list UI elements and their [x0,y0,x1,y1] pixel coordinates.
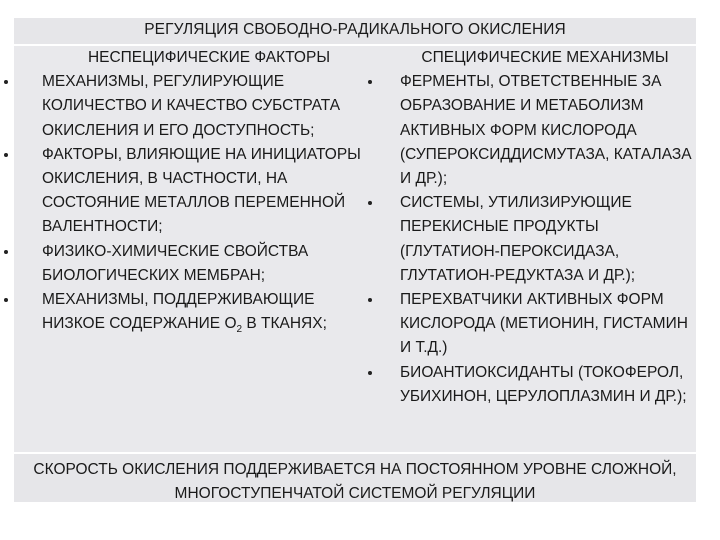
bullet-icon [4,153,8,157]
specific-mechanisms-column [364,46,696,409]
nonspecific-factors-column [14,46,364,343]
footer-row [14,454,696,502]
bullet-icon [4,298,8,302]
list-item [14,143,364,240]
bullet-icon [4,250,8,254]
body-row [14,46,696,452]
list-item [14,70,364,143]
bullet-icon [4,80,8,84]
table-title: РЕГУЛЯЦИЯ СВОБОДНО-РАДИКАЛЬНОГО ОКИСЛЕНИЯ [144,21,566,38]
regulation-table [14,18,696,502]
bullet-icon [368,298,372,302]
list-item [364,288,696,361]
nonspecific-factors-list [14,70,364,342]
list-item-text-end: В ТКАНЯХ; [242,315,327,333]
table-footer: СКОРОСТЬ ОКИСЛЕНИЯ ПОДДЕРЖИВАЕТСЯ НА ПОСТОЯННОМ УРОВНЕ СЛОЖНОЙ, МНОГОСТУПЕНЧАТОЙ СИСТЕМОЙ РЕГУЛЯЦИИ [33,461,677,502]
list-item-text: МЕХАНИЗМЫ, РЕГУЛИРУЮЩИЕ КОЛИЧЕСТВО И КАЧЕСТВО СУБСТРАТА ОКИСЛЕНИЯ И ЕГО ДОСТУПНОСТЬ; [42,73,341,139]
list-item-text: МЕХАНИЗМЫ, ПОДДЕРЖИВАЮЩИЕ НИЗКОЕ СОДЕРЖАНИЕ О [42,291,315,333]
nonspecific-factors-heading: НЕСПЕЦИФИЧЕСКИЕ ФАКТОРЫ [87,49,331,66]
bullet-icon [368,201,372,205]
specific-mechanisms-heading: СПЕЦИФИЧЕСКИЕ МЕХАНИЗМЫ [421,49,669,66]
list-item-text: ПЕРЕХВАТЧИКИ АКТИВНЫХ ФОРМ КИСЛОРОДА (МЕТИОНИН, ГИСТАМИН И Т.Д.) [400,291,688,357]
list-item-text: ФЕРМЕНТЫ, ОТВЕТСТВЕННЫЕ ЗА ОБРАЗОВАНИЕ И МЕТАБОЛИЗМ АКТИВНЫХ ФОРМ КИСЛОРОДА (СУПЕРОКСИДДИСМУТАЗА, КАТАЛАЗА И ДР.); [400,73,692,188]
list-item [364,191,696,288]
bullet-icon [368,371,372,375]
subscript: 2 [236,324,243,336]
bullet-icon [368,80,372,84]
title-row [14,18,696,44]
list-item-text: ФИЗИКО-ХИМИЧЕСКИЕ СВОЙСТВА БИОЛОГИЧЕСКИХ МЕМБРАН; [42,242,309,284]
list-item-text: СИСТЕМЫ, УТИЛИЗИРУЮЩИЕ ПЕРЕКИСНЫЕ ПРОДУКТЫ (ГЛУТАТИОН-ПЕРОКСИДАЗА, ГЛУТАТИОН-РЕДУКТАЗА И ДР.); [400,194,636,284]
list-item [364,361,696,409]
list-item [14,288,364,343]
list-item [14,240,364,288]
list-item-text: ФАКТОРЫ, ВЛИЯЮЩИЕ НА ИНИЦИАТОРЫ ОКИСЛЕНИЯ, В ЧАСТНОСТИ, НА СОСТОЯНИЕ МЕТАЛЛОВ ПЕРЕМЕННОЙ ВАЛЕНТНОСТИ; [42,145,361,236]
list-item-text: БИОАНТИОКСИДАНТЫ (ТОКОФЕРОЛ, УБИХИНОН, ЦЕРУЛОПЛАЗМИН И ДР.); [400,363,687,405]
specific-mechanisms-list [364,70,696,409]
list-item [364,70,696,191]
